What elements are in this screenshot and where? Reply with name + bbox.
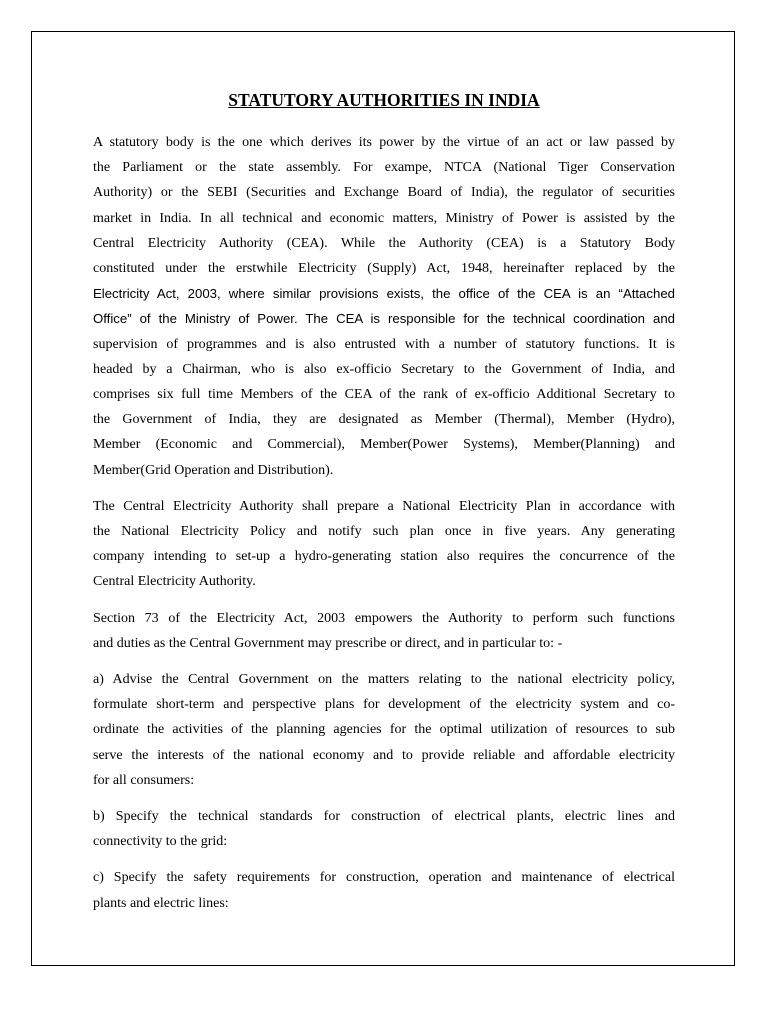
paragraph-line: ordinate the activities of the planning agencies for the optimal utilization of resources to sub [93,722,675,738]
paragraph-line: serve the interests of the national economy and to provide reliable and affordable electricity [93,747,675,763]
paragraph-line: Office” of the Ministry of Power. The CEA is responsible for the technical coordination and [93,311,675,327]
paragraph-line: the National Electricity Policy and notify such plan once in five years. Any generating [93,524,675,540]
list-item-c [93,865,675,915]
paragraph-line: Electricity Act, 2003, where similar provisions exists, the office of the CEA is an “Attached [93,286,675,302]
paragraph-line: Member (Economic and Commercial), Member(Power Systems), Member(Planning) and [93,437,675,453]
paragraph-section-73 [93,606,675,656]
paragraph-line: supervision of programmes and is also entrusted with a number of statutory functions. It is [93,336,675,352]
paragraph-statutory-body [93,130,675,483]
paragraph-line: Section 73 of the Electricity Act, 2003 empowers the Authority to perform such functions [93,610,675,626]
paragraph-line: and duties as the Central Government may prescribe or direct, and in particular to: - [93,635,563,651]
paragraph-line: The Central Electricity Authority shall prepare a National Electricity Plan in accordance with [93,498,675,514]
paragraph-line: headed by a Chairman, who is also ex-officio Secretary to the Government of India, and [93,361,675,377]
document-body [93,88,675,927]
paragraph-line: Central Electricity Authority. [93,574,256,590]
paragraph-line: a) Advise the Central Government on the matters relating to the national electricity policy, [93,672,675,688]
paragraph-line: A statutory body is the one which derives its power by the virtue of an act or law passed by [93,135,675,150]
paragraph-line: connectivity to the grid: [93,834,228,850]
paragraph-line: Central Electricity Authority (CEA). While the Authority (CEA) is a Statutory Body [93,235,675,251]
paragraph-line: constituted under the erstwhile Electricity (Supply) Act, 1948, hereinafter replaced by the [93,261,675,277]
paragraph-line: company intending to set-up a hydro-generating station also requires the concurrence of the [93,549,675,565]
paragraph-line: Member(Grid Operation and Distribution). [93,462,334,478]
paragraph-line: b) Specify the technical standards for construction of electrical plants, electric lines and [93,809,675,825]
paragraph-line: plants and electric lines: [93,895,229,911]
paragraph-line: for all consumers: [93,772,195,788]
paragraph-line: the Parliament or the state assembly. For exampe, NTCA (National Tiger Conservation [93,160,675,176]
paragraph-national-plan [93,494,675,595]
list-item-a [93,667,675,793]
list-item-b [93,804,675,854]
paragraph-line: comprises six full time Members of the CEA of the rank of ex-officio Additional Secretary to [93,387,675,403]
document-title: STATUTORY AUTHORITIES IN INDIA [228,90,540,110]
paragraph-line: the Government of India, they are designated as Member (Thermal), Member (Hydro), [93,412,675,428]
paragraph-line: Authority) or the SEBI (Securities and Exchange Board of India), the regulator of securities [93,185,675,201]
paragraph-line: market in India. In all technical and economic matters, Ministry of Power is assisted by the [93,210,675,226]
paragraph-line: formulate short-term and perspective plans for development of the electricity system and co- [93,697,675,713]
paragraph-line: c) Specify the safety requirements for construction, operation and maintenance of electrical [93,870,675,886]
